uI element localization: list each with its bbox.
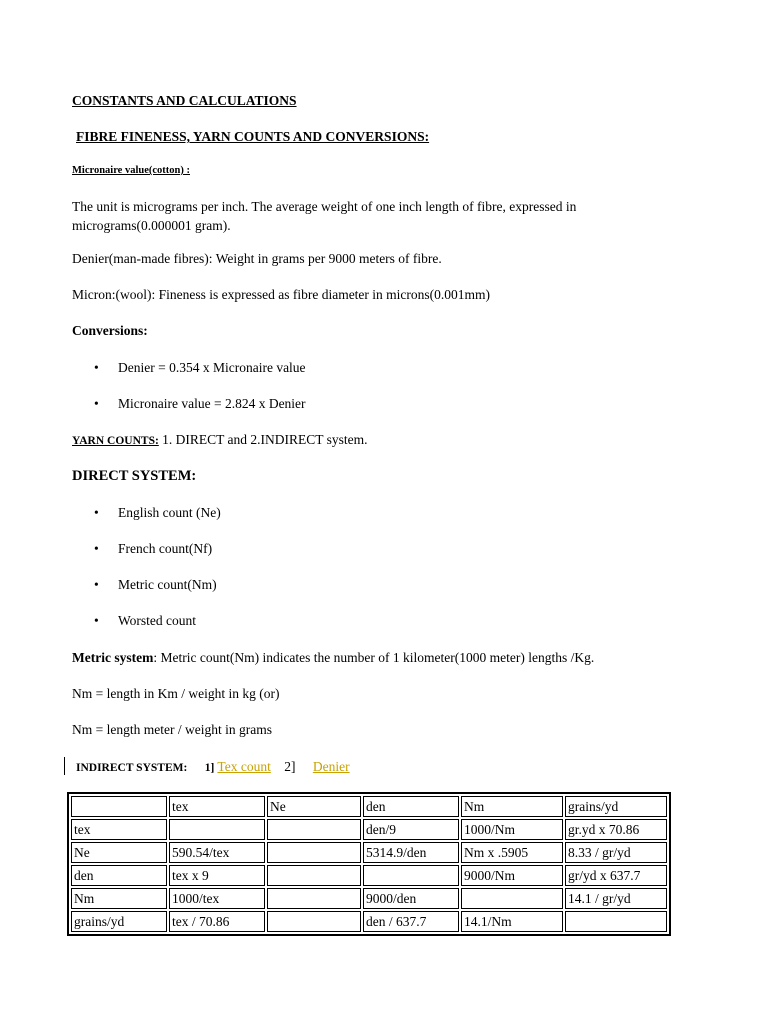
table-cell: tex <box>71 819 167 840</box>
table-cell: Ne <box>71 842 167 863</box>
table-cell <box>267 865 361 886</box>
list-item: • Metric count(Nm) <box>94 577 217 593</box>
table-cell: den/9 <box>363 819 459 840</box>
table-cell: 9000/Nm <box>461 865 563 886</box>
table-cell: tex / 70.86 <box>169 911 265 932</box>
micronaire-heading: Micronaire value(cotton) : <box>72 165 190 176</box>
formula-line: Nm = length in Km / weight in kg (or) <box>72 686 280 701</box>
table-cell: 9000/den <box>363 888 459 909</box>
table-cell: tex <box>169 796 265 817</box>
table-cell: 1000/Nm <box>461 819 563 840</box>
table-cell <box>565 911 667 932</box>
table-cell <box>169 819 265 840</box>
table-cell: Nm x .5905 <box>461 842 563 863</box>
list-item: • French count(Nf) <box>94 541 212 557</box>
table-row <box>71 911 667 932</box>
indirect-system-line <box>76 759 350 775</box>
denier-link[interactable]: Denier <box>312 759 350 774</box>
table-cell <box>363 865 459 886</box>
yarn-counts-line <box>72 432 368 448</box>
table-cell: 8.33 / gr/yd <box>565 842 667 863</box>
list-item: • English count (Ne) <box>94 505 221 521</box>
table-cell: 14.1/Nm <box>461 911 563 932</box>
table-cell <box>267 911 361 932</box>
table-row <box>71 796 667 817</box>
micronaire-paragraph: The unit is micrograms per inch. The average weight of one inch length of fibre, expressed in micrograms(0.000001 gram). <box>72 199 577 233</box>
table-cell: 5314.9/den <box>363 842 459 863</box>
table-row <box>71 842 667 863</box>
table-cell: gr.yd x 70.86 <box>565 819 667 840</box>
table-cell: Nm <box>71 888 167 909</box>
yarn-counts-text: 1. DIRECT and 2.INDIRECT system. <box>158 432 368 447</box>
table-cell: 590.54/tex <box>169 842 265 863</box>
indirect-system-label: INDIRECT SYSTEM: <box>76 762 188 774</box>
tex-count-link[interactable]: Tex count <box>217 759 271 774</box>
table-cell <box>461 888 563 909</box>
table-cell <box>71 796 167 817</box>
table-cell: gr/yd x 637.7 <box>565 865 667 886</box>
table-cell: den <box>71 865 167 886</box>
table-cell: 1000/tex <box>169 888 265 909</box>
text-cursor <box>64 757 65 775</box>
table-cell: Ne <box>267 796 361 817</box>
conversions-heading: Conversions: <box>72 323 148 338</box>
table-cell <box>267 842 361 863</box>
list-item: • Micronaire value = 2.824 x Denier <box>94 396 306 412</box>
page-title: CONSTANTS AND CALCULATIONS <box>72 93 297 108</box>
metric-system-line <box>72 650 594 666</box>
metric-system-label: Metric system <box>72 650 154 665</box>
denier-paragraph: Denier(man-made fibres): Weight in grams per 9000 meters of fibre. <box>72 251 442 266</box>
table-cell: grains/yd <box>71 911 167 932</box>
table-cell: tex x 9 <box>169 865 265 886</box>
table-cell: den <box>363 796 459 817</box>
table-cell <box>267 819 361 840</box>
table-cell: 14.1 / gr/yd <box>565 888 667 909</box>
table-cell <box>267 888 361 909</box>
micron-paragraph: Micron:(wool): Fineness is expressed as fibre diameter in microns(0.001mm) <box>72 287 491 302</box>
table-cell: den / 637.7 <box>363 911 459 932</box>
item-number: 1] <box>204 762 215 774</box>
section-subtitle: FIBRE FINENESS, YARN COUNTS AND CONVERSIONS: <box>76 129 430 144</box>
conversion-table <box>67 792 671 936</box>
table-cell: Nm <box>461 796 563 817</box>
table-row <box>71 865 667 886</box>
direct-system-heading: DIRECT SYSTEM: <box>72 468 197 484</box>
table-row <box>71 888 667 909</box>
list-item: • Worsted count <box>94 613 196 629</box>
metric-system-text: : Metric count(Nm) indicates the number of 1 kilometer(1000 meter) lengths /Kg. <box>153 650 595 665</box>
yarn-counts-label: YARN COUNTS: <box>72 435 159 447</box>
table-row <box>71 819 667 840</box>
item-number: 2] <box>284 759 296 774</box>
list-item: • Denier = 0.354 x Micronaire value <box>94 360 306 376</box>
formula-line: Nm = length meter / weight in grams <box>72 722 272 737</box>
table-cell: grains/yd <box>565 796 667 817</box>
